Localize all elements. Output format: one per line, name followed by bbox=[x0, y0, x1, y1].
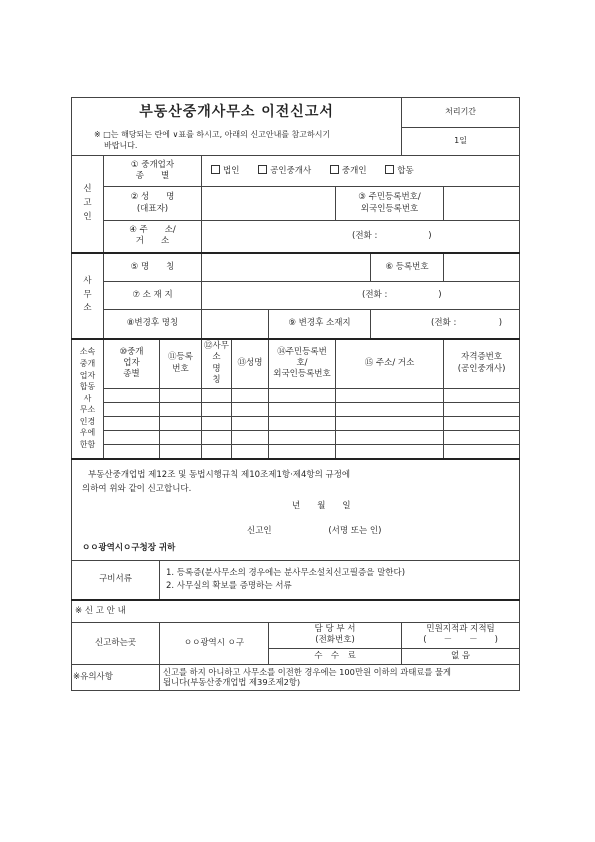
agent-type-label: ① 중개업자 종 별 bbox=[104, 156, 202, 187]
col-license-number: 자격증번호 (공인중개사) bbox=[444, 339, 520, 389]
transfer-report-form bbox=[71, 97, 519, 691]
form-title: 부동산중개사무소 이전신고서 bbox=[72, 98, 402, 128]
table-row bbox=[72, 445, 520, 459]
col-id-number: ⑭주민등록번호/ 외국인등록번호 bbox=[269, 339, 336, 389]
period-label: 처리기간 bbox=[402, 98, 520, 128]
option-corporation[interactable]: 법인 bbox=[211, 166, 239, 176]
signer-line bbox=[82, 524, 509, 539]
checkbox-icon[interactable] bbox=[385, 165, 394, 174]
reg-number-label: ⑥ 등록번호 bbox=[371, 253, 444, 282]
caution-text: 신고를 하지 아니하고 사무소를 이전한 경우에는 100만원 이하의 과태료를 물게 됩니다(부동산중개업법 제39조제2항) bbox=[160, 664, 520, 690]
office-name-field[interactable] bbox=[202, 253, 371, 282]
reporter-phone[interactable]: (전화 : ) bbox=[202, 221, 520, 253]
office-location-label: ⑦ 소 재 지 bbox=[104, 282, 202, 310]
address-label: ④ 주 소/ 거 소 bbox=[104, 221, 202, 253]
checkbox-icon[interactable] bbox=[211, 165, 220, 174]
note-line2: 바랍니다. bbox=[104, 141, 138, 151]
table-row bbox=[72, 389, 520, 403]
form-table bbox=[71, 97, 520, 691]
table-row bbox=[72, 403, 520, 417]
table-row bbox=[72, 431, 520, 445]
new-name-field[interactable] bbox=[202, 310, 269, 339]
checkbox-icon[interactable] bbox=[330, 165, 339, 174]
caution-label: ※유의사항 bbox=[72, 664, 160, 690]
col-address: ⑮ 주소/ 거소 bbox=[336, 339, 444, 389]
note-line1: ※ □는 해당되는 란에 ∨표를 하시고, 아래의 신고안내를 참고하시기 bbox=[94, 130, 331, 140]
col-name: ⑬성명 bbox=[232, 339, 269, 389]
new-location-label: ⑨ 변경후 소재지 bbox=[269, 310, 371, 339]
declaration-text2: 의하여 위와 같이 신고합니다. bbox=[82, 484, 192, 495]
name-field[interactable] bbox=[202, 187, 336, 221]
new-name-label: ⑧변경후 명칭 bbox=[104, 310, 202, 339]
dept-label: 담 당 부 서 (전화번호) bbox=[269, 622, 402, 648]
fee-label: 수 수 료 bbox=[269, 648, 402, 664]
new-office-phone[interactable]: (전화 : ) bbox=[371, 310, 520, 339]
fee-value: 없 음 bbox=[402, 648, 520, 664]
col-agent-type: ⑩중개 업자 종별 bbox=[104, 339, 160, 389]
dept-value: 민원지적과 지적팀 ( － － ) bbox=[402, 622, 520, 648]
name-label: ② 성 명 (대표자) bbox=[104, 187, 202, 221]
office-section-label: 사 무 소 bbox=[72, 253, 104, 339]
where-value: ㅇㅇ광역시 ㅇ구 bbox=[160, 622, 269, 664]
col-reg-number: ⑪등록 번호 bbox=[160, 339, 202, 389]
id-number-field[interactable] bbox=[444, 187, 520, 221]
reg-number-field[interactable] bbox=[444, 253, 520, 282]
period-value: 1일 bbox=[402, 128, 520, 156]
document-item1: 1. 등록증(분사무소의 경우에는 분사무소설치신고필증을 말한다) bbox=[166, 567, 406, 578]
signer-label: 신고인 bbox=[247, 526, 272, 537]
option-joint[interactable]: 합동 bbox=[385, 166, 413, 176]
declaration-block bbox=[72, 459, 520, 561]
office-name-label: ⑤ 명 칭 bbox=[104, 253, 202, 282]
col-office-name: ⑫사무소 명 칭 bbox=[202, 339, 232, 389]
recipient: ㅇㅇ광역시ㅇ구청장 귀하 bbox=[82, 543, 176, 553]
table-row bbox=[72, 417, 520, 431]
agent-type-options bbox=[202, 156, 520, 187]
id-number-label: ③ 주민등록번호/ 외국인등록번호 bbox=[336, 187, 444, 221]
option-licensed-agent[interactable]: 공인중개사 bbox=[258, 166, 311, 176]
documents-label: 구비서류 bbox=[72, 560, 160, 600]
office-phone[interactable]: (전화 : ) bbox=[202, 282, 520, 310]
declaration-date[interactable]: 년 월 일 bbox=[292, 501, 351, 512]
sign-field[interactable]: (서명 또는 인) bbox=[328, 526, 382, 537]
instruction-note bbox=[72, 128, 402, 156]
checkbox-icon[interactable] bbox=[258, 165, 267, 174]
declaration-text1: 부동산중개업법 제12조 및 동법시행규칙 제10조제1항·제4항의 규정에 bbox=[88, 469, 351, 480]
document-item2: 2. 사무실의 확보를 증명하는 서류 bbox=[166, 581, 292, 592]
option-broker[interactable]: 중개인 bbox=[330, 166, 367, 176]
documents-list bbox=[160, 560, 520, 600]
where-label: 신고하는곳 bbox=[72, 622, 160, 664]
joint-section-label: 소속 중개 업자 합동 사 무소 인경 우에 한함 bbox=[72, 339, 104, 459]
guide-title: ※ 신 고 안 내 bbox=[72, 600, 520, 622]
reporter-section-label: 신 고 인 bbox=[72, 156, 104, 253]
